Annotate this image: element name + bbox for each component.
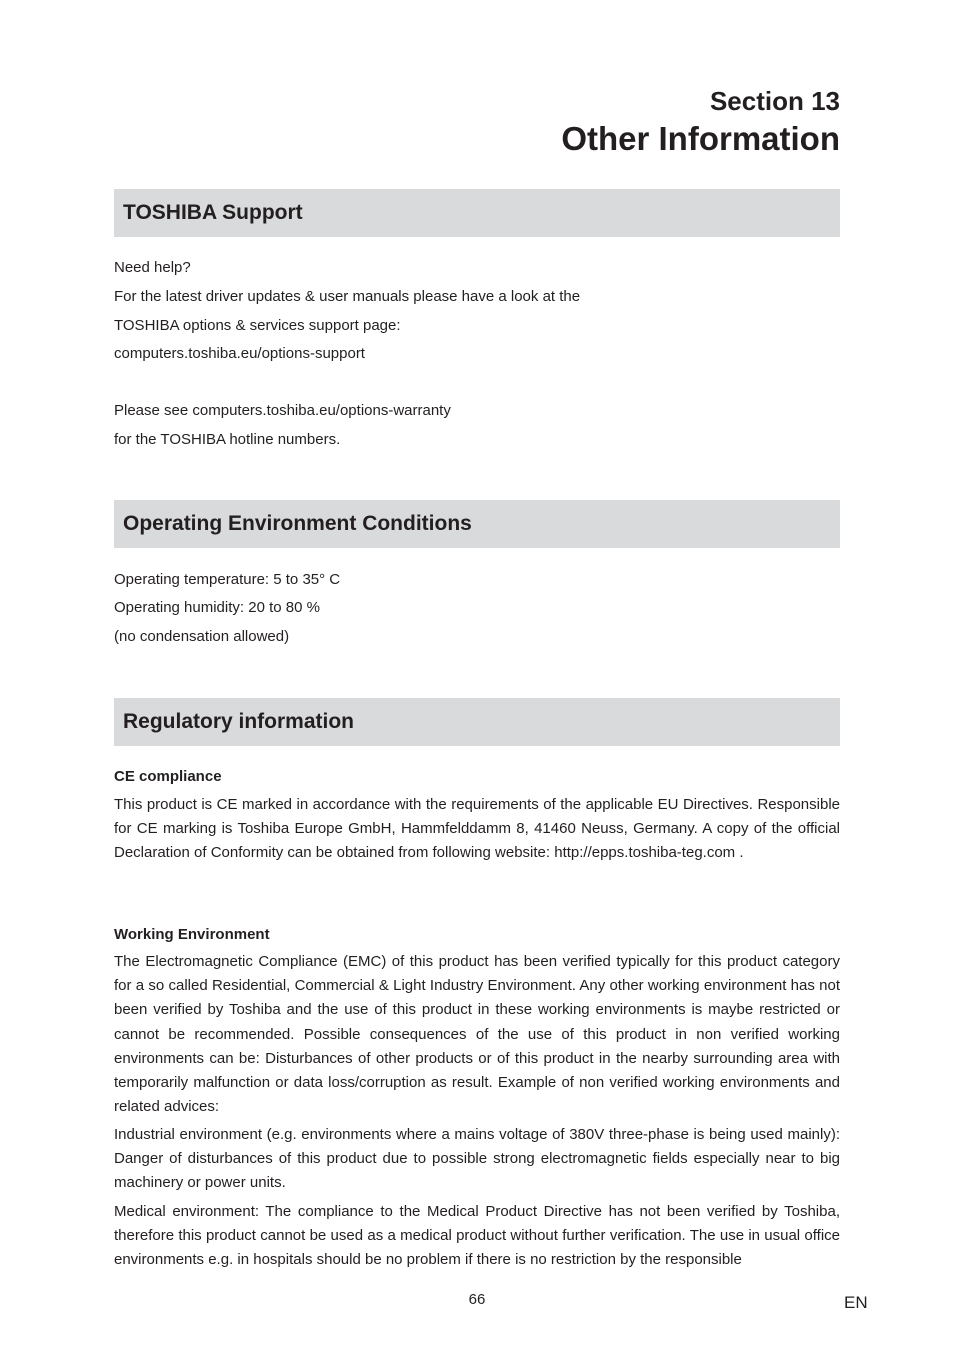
page-number: 66 [468, 1291, 486, 1308]
support-url: computers.toshiba.eu/options-support [114, 345, 365, 362]
support-heading: TOSHIBA Support [123, 201, 303, 224]
support-line: for the TOSHIBA hotline numbers. [114, 431, 341, 448]
temperature-line: Operating temperature: 5 to 35° C [114, 571, 341, 588]
support-line: Please see computers.toshiba.eu/options-warranty [114, 402, 451, 419]
page-title: Other Information [561, 120, 840, 157]
support-line: For the latest driver updates & user manuals please have a look at the [114, 288, 581, 305]
regulatory-heading-band [114, 698, 840, 746]
ce-compliance-text: This product is CE marked in accordance with the requirements of the applicable EU Directives. Responsible for CE marking is Toshiba Europe GmbH, Hammfelddamm 8, 41460 Neuss, Germany. A copy of the official Declaration of Conformity can be obtained from following website: http://epps.toshiba-teg.com . [114, 796, 840, 862]
regulatory-heading: Regulatory information [123, 710, 355, 733]
environment-heading: Operating Environment Conditions [123, 512, 472, 535]
section-number: Section 13 [709, 86, 840, 116]
condensation-line: (no condensation allowed) [114, 628, 290, 645]
humidity-line: Operating humidity: 20 to 80 % [114, 599, 320, 616]
ce-compliance-title: CE compliance [114, 768, 222, 785]
support-line: TOSHIBA options & services support page: [114, 317, 401, 334]
working-environment-title: Working Environment [114, 926, 270, 943]
support-line: Need help? [114, 259, 191, 276]
industrial-environment-paragraph: Industrial environment (e.g. environments where a mains voltage of 380V three-phase is being used mainly): Danger of disturbances of this product due to possible strong electromagnetic fields especially near to big machinery or power units. [114, 1126, 840, 1192]
working-environment-paragraph: The Electromagnetic Compliance (EMC) of this product has been verified typically for this product category for a so called Residential, Commercial & Light Industry Environment. Any other working environment has not been verified by Toshiba and the use of this product in these working environments is maybe restricted or cannot be recommended. Possible consequences of the use of this product in non verified working environments can be: Disturbances of other products or of this product in the nearby surrounding area with temporarily malfunction or data loss/corruption as result. Example of non verified working environments and related advices: [114, 953, 840, 1116]
medical-environment-paragraph: Medical environment: The compliance to the Medical Product Directive has not been verified by Toshiba, therefore this product cannot be used as a medical product without further verification. The use in usual office environments e.g. in hospitals should be no problem if there is no restriction by the responsible [114, 1203, 840, 1269]
support-heading-band [114, 189, 840, 237]
environment-heading-band [114, 500, 840, 548]
language-code: EN [844, 1293, 868, 1312]
